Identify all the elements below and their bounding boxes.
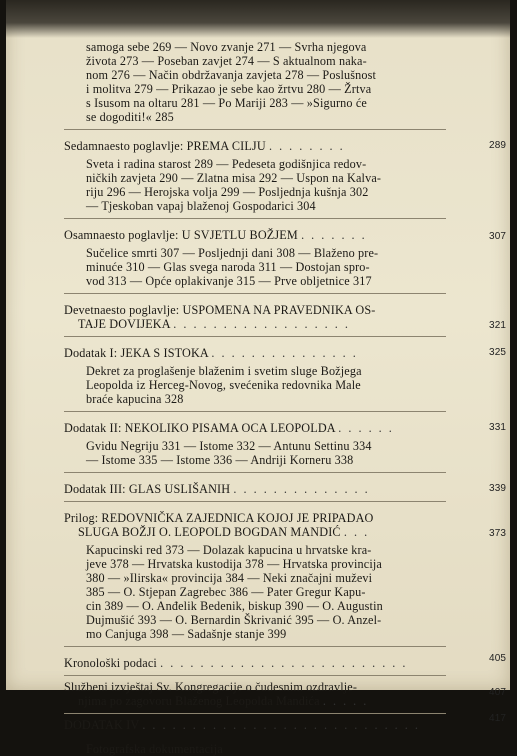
chapter-contents bbox=[64, 364, 444, 406]
leader-dots: . . . . . . . . . . . . . . . bbox=[211, 346, 358, 360]
chapter-heading bbox=[64, 511, 507, 539]
chapter-heading bbox=[64, 680, 507, 708]
continued-entry bbox=[64, 40, 444, 124]
chapter-heading bbox=[64, 713, 507, 732]
entry-title: Kronološki podaci bbox=[64, 656, 157, 670]
page-number: 407 bbox=[489, 687, 507, 698]
chapter-contents bbox=[64, 246, 444, 288]
leader-dots: . . . bbox=[343, 525, 370, 539]
chapter-title: Sedamnaesto poglavlje: PREMA CILJU bbox=[64, 139, 266, 153]
leader-dots: . . . . . . . . . . . . . . . . . . . . . . . . . . . . bbox=[142, 718, 420, 732]
book-page bbox=[6, 0, 510, 756]
leader-dots: . . . . . bbox=[322, 694, 369, 708]
leader-dots: . . . . . . . . . . . . . . . . . . bbox=[173, 317, 350, 331]
divider bbox=[64, 293, 446, 294]
chapter-title: Dodatak II: NEKOLIKO PISAMA OCA LEOPOLDA bbox=[64, 421, 336, 435]
page-number: 307 bbox=[489, 231, 507, 242]
toc-line: Gvidu Negriju 331 — Istome 332 — Antunu Settinu 334 bbox=[86, 439, 372, 453]
page-number: 321 bbox=[489, 320, 507, 331]
toc-line: Dekret za proglašenje blaženim i svetim sluge Božjega bbox=[86, 364, 362, 378]
toc-entry-dodatak-3 bbox=[64, 482, 507, 496]
toc-entry-prilog bbox=[64, 511, 507, 641]
toc-entry-dodatak-4 bbox=[64, 713, 507, 756]
table-of-contents bbox=[64, 40, 507, 756]
page-number: 331 bbox=[489, 422, 507, 433]
page-top-shadow bbox=[6, 0, 510, 38]
toc-line: Sveta i radina starost 289 — Pedeseta godišnjica redov- bbox=[86, 157, 367, 171]
chapter-heading bbox=[64, 421, 507, 435]
leader-dots: . . . . . . . . . . . . . . . . . . . . . . . . . bbox=[160, 656, 408, 670]
toc-line: i molitva 279 — Prikazao je sebe kao žrtvu 280 — Žrtva bbox=[86, 82, 372, 96]
divider bbox=[64, 129, 446, 130]
chapter-title-cont: TAJE DOVIJEKA bbox=[78, 317, 171, 331]
leader-dots: . . . . . . . . . . . . . . bbox=[233, 482, 370, 496]
chapter-contents bbox=[64, 543, 444, 641]
toc-entry-dodatak-2 bbox=[64, 421, 507, 467]
page-number: 405 bbox=[489, 653, 507, 664]
toc-entry-sluzbeni-izvjestaj bbox=[64, 680, 507, 708]
chapter-heading bbox=[64, 346, 507, 360]
toc-line: — Istome 335 — Istome 336 — Andriji Korneru 338 bbox=[86, 453, 354, 467]
chapter-contents bbox=[64, 439, 444, 467]
chapter-title-cont: SLUGA BOŽJI O. LEOPOLD BOGDAN MANDIĆ bbox=[78, 525, 341, 539]
page-number: 325 bbox=[489, 347, 507, 358]
entry-title: DODATAK IV bbox=[64, 718, 140, 732]
toc-entry-dodatak-1 bbox=[64, 346, 507, 406]
divider bbox=[64, 336, 446, 337]
toc-line: braće kapucina 328 bbox=[86, 392, 184, 406]
toc-line: s Isusom na oltaru 281 — Po Mariji 283 — »Sigurno će bbox=[86, 96, 367, 110]
page-number: 417 bbox=[489, 713, 507, 724]
toc-line: 385 — O. Stjepan Zagrebec 386 — Pater Gregur Kapu- bbox=[86, 585, 366, 599]
toc-line: Kapucinski red 373 — Dolazak kapucina u hrvatske kra- bbox=[86, 543, 372, 557]
leader-dots: . . . . . . bbox=[338, 421, 394, 435]
leader-dots: . . . . . . . bbox=[301, 228, 367, 242]
page-number: 339 bbox=[489, 483, 507, 494]
chapter-title: Devetnaesto poglavlje: USPOMENA NA PRAVEDNIKA OS- bbox=[64, 303, 376, 317]
toc-line: mo Canjuga 398 — Sadašnje stanje 399 bbox=[86, 627, 287, 641]
chapter-heading bbox=[64, 482, 507, 496]
divider bbox=[64, 713, 446, 714]
toc-line: Fotografska dokumentacija bbox=[86, 742, 223, 756]
chapter-title: Prilog: REDOVNIČKA ZAJEDNICA KOJOJ JE PRIPADAO bbox=[64, 511, 374, 525]
toc-line: nom 276 — Način obdržavanja zavjeta 278 — Poslušnost bbox=[86, 68, 377, 82]
toc-line: minuće 310 — Glas svega naroda 311 — Dostojan spro- bbox=[86, 260, 370, 274]
toc-entry-ch19 bbox=[64, 303, 507, 331]
chapter-heading bbox=[64, 303, 507, 331]
toc-line: riju 296 — Herojska volja 299 — Posljednja kušnja 302 bbox=[86, 185, 369, 199]
toc-line: Sučelice smrti 307 — Posljednji dani 308 — Blaženo pre- bbox=[86, 246, 379, 260]
toc-line: 380 — »Ilirska« provincija 384 — Neki značajni muževi bbox=[86, 571, 373, 585]
chapter-heading bbox=[64, 139, 507, 153]
entry-title: Službeni izvještaj Sv. Kongregacije o čudesnim ozdravlje- bbox=[64, 680, 358, 694]
chapter-contents bbox=[64, 742, 444, 756]
leader-dots: . . . . . . . . bbox=[268, 139, 345, 153]
entry-title-cont: njima po zagovoru Blaženog Leopolda Mandića bbox=[78, 694, 320, 708]
divider bbox=[64, 646, 446, 647]
toc-line: ničkih zavjeta 290 — Zlatna misa 292 — Uspon na Kalva- bbox=[86, 171, 382, 185]
toc-line: — Tjeskoban vapaj blaženoj Gospodarici 304 bbox=[86, 199, 316, 213]
chapter-title: Dodatak III: GLAS USLIŠANIH bbox=[64, 482, 231, 496]
divider bbox=[64, 501, 446, 502]
toc-entry-ch17 bbox=[64, 139, 507, 213]
toc-line: samoga sebe 269 — Novo zvanje 271 — Svrha njegova bbox=[86, 40, 367, 54]
toc-entry-ch18 bbox=[64, 228, 507, 288]
chapter-title: Osamnaesto poglavlje: U SVJETLU BOŽJEM bbox=[64, 228, 298, 242]
divider bbox=[64, 411, 446, 412]
toc-line: života 273 — Poseban zavjet 274 — S aktualnom naka- bbox=[86, 54, 367, 68]
page-number: 289 bbox=[489, 140, 507, 151]
divider bbox=[64, 472, 446, 473]
chapter-contents bbox=[64, 157, 444, 213]
chapter-title: Dodatak I: JEKA S ISTOKA bbox=[64, 346, 209, 360]
toc-line: se dogoditi!« 285 bbox=[86, 110, 174, 124]
divider bbox=[64, 675, 446, 676]
toc-line: cin 389 — O. Anđelik Bedenik, biskup 390 — O. Augustin bbox=[86, 599, 383, 613]
toc-line: jeve 378 — Hrvatska kustodija 378 — Hrvatska provincija bbox=[86, 557, 382, 571]
toc-line: vod 313 — Opće oplakivanje 315 — Prve obljetnice 317 bbox=[86, 274, 372, 288]
toc-line: Dujmušić 393 — O. Bernardin Škrivanić 395 — O. Anzel- bbox=[86, 613, 382, 627]
chapter-heading bbox=[64, 653, 507, 670]
divider bbox=[64, 218, 446, 219]
toc-entry-kronoloski bbox=[64, 653, 507, 670]
toc-line: Leopolda iz Herceg-Novog, svećenika redovnika Male bbox=[86, 378, 361, 392]
page-number: 373 bbox=[489, 528, 507, 539]
chapter-heading bbox=[64, 228, 507, 242]
